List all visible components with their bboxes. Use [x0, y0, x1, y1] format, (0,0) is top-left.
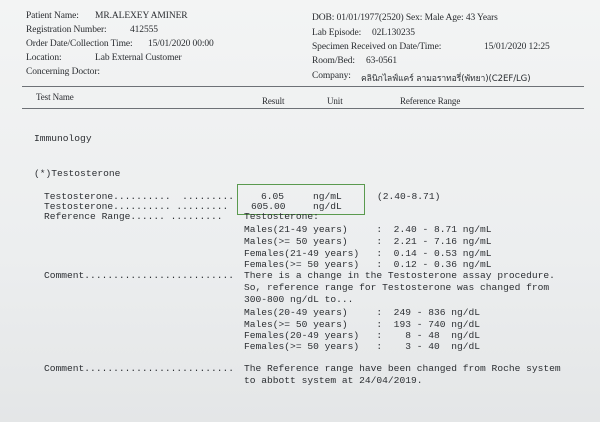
ref-line-2: Males(>= 50 years) : 2.21 - 7.16 ng/mL [244, 236, 492, 247]
reference-title: Testosterone: [244, 211, 319, 222]
company-label: Company: [312, 71, 351, 81]
dob-line: DOB: 01/01/1977(2520) Sex: Male Age: 43 Years [312, 13, 498, 23]
section-title: Immunology [34, 133, 92, 144]
comment2-line-1: The Reference range have been changed from Roche system [244, 363, 561, 374]
comment2-line-2: to abbott system at 24/04/2019. [244, 375, 423, 386]
room-label: Room/Bed: [312, 56, 355, 66]
col-unit: Unit [327, 96, 343, 106]
company-value: คลินิกไลฟ์แคร์ ลามอราทอรี่(พัทยา)(C2EF/LG) [361, 74, 531, 84]
ref2-line-2: Males(>= 50 years) : 193 - 740 ng/dL [244, 319, 481, 330]
comment-line-3: 300-800 ng/dL to... [244, 294, 354, 305]
ref-line-1: Males(21-49 years) : 2.40 - 8.71 ng/mL [244, 224, 492, 235]
row-1-range: (2.40-8.71) [377, 191, 441, 202]
row-1-result: 6.05 [261, 191, 285, 202]
row-1-name: Testosterone.......... ......... [44, 191, 234, 202]
row-2-unit: ng/dL [313, 201, 342, 212]
order-date-label: Order Date/Collection Time: [26, 39, 133, 49]
col-test-name: Test Name [36, 92, 74, 102]
comment-line-1: There is a change in the Testosterone assay procedure. [244, 270, 555, 281]
patient-name-label: Patient Name: [26, 11, 79, 21]
registration-label: Registration Number: [26, 25, 107, 35]
col-result: Result [262, 96, 285, 106]
lab-episode-value: 02L130235 [372, 28, 415, 38]
doctor-label: Concerning Doctor: [26, 67, 100, 77]
specimen-label: Specimen Received on Date/Time: [312, 42, 442, 52]
comment2-label: Comment.......................... [44, 363, 234, 374]
registration-number: 412555 [130, 25, 158, 35]
ref2-line-4: Females(>= 50 years) : 3 - 40 ng/dL [244, 341, 481, 352]
specimen-value: 15/01/2020 12:25 [484, 42, 550, 52]
header-rule-bottom [22, 108, 584, 109]
reference-range-label: Reference Range...... ......... [44, 211, 223, 222]
group-title: (*)Testosterone [34, 168, 121, 179]
ref-line-4: Females(>= 50 years) : 0.12 - 0.36 ng/mL [244, 259, 492, 270]
ref2-line-1: Males(20-49 years) : 249 - 836 ng/dL [244, 307, 481, 318]
lab-episode-label: Lab Episode: [312, 28, 362, 38]
row-2-name: Testosterone.......... ......... [44, 201, 229, 212]
row-2-result: 605.00 [251, 201, 286, 212]
patient-name: MR.ALEXEY AMINER [95, 11, 188, 21]
comment-line-2: So, reference range for Testosterone was changed from [244, 282, 550, 293]
location-label: Location: [26, 53, 62, 63]
room-value: 63-0561 [366, 56, 397, 66]
col-reference-range: Reference Range [400, 96, 461, 106]
ref-line-3: Females(21-49 years) : 0.14 - 0.53 ng/mL [244, 248, 492, 259]
order-date-value: 15/01/2020 00:00 [148, 39, 214, 49]
location-value: Lab External Customer [95, 53, 182, 63]
comment-label: Comment.......................... [44, 270, 234, 281]
row-1-unit: ng/mL [313, 191, 342, 202]
header-rule-top [22, 86, 584, 87]
ref2-line-3: Females(20-49 years) : 8 - 48 ng/dL [244, 330, 481, 341]
